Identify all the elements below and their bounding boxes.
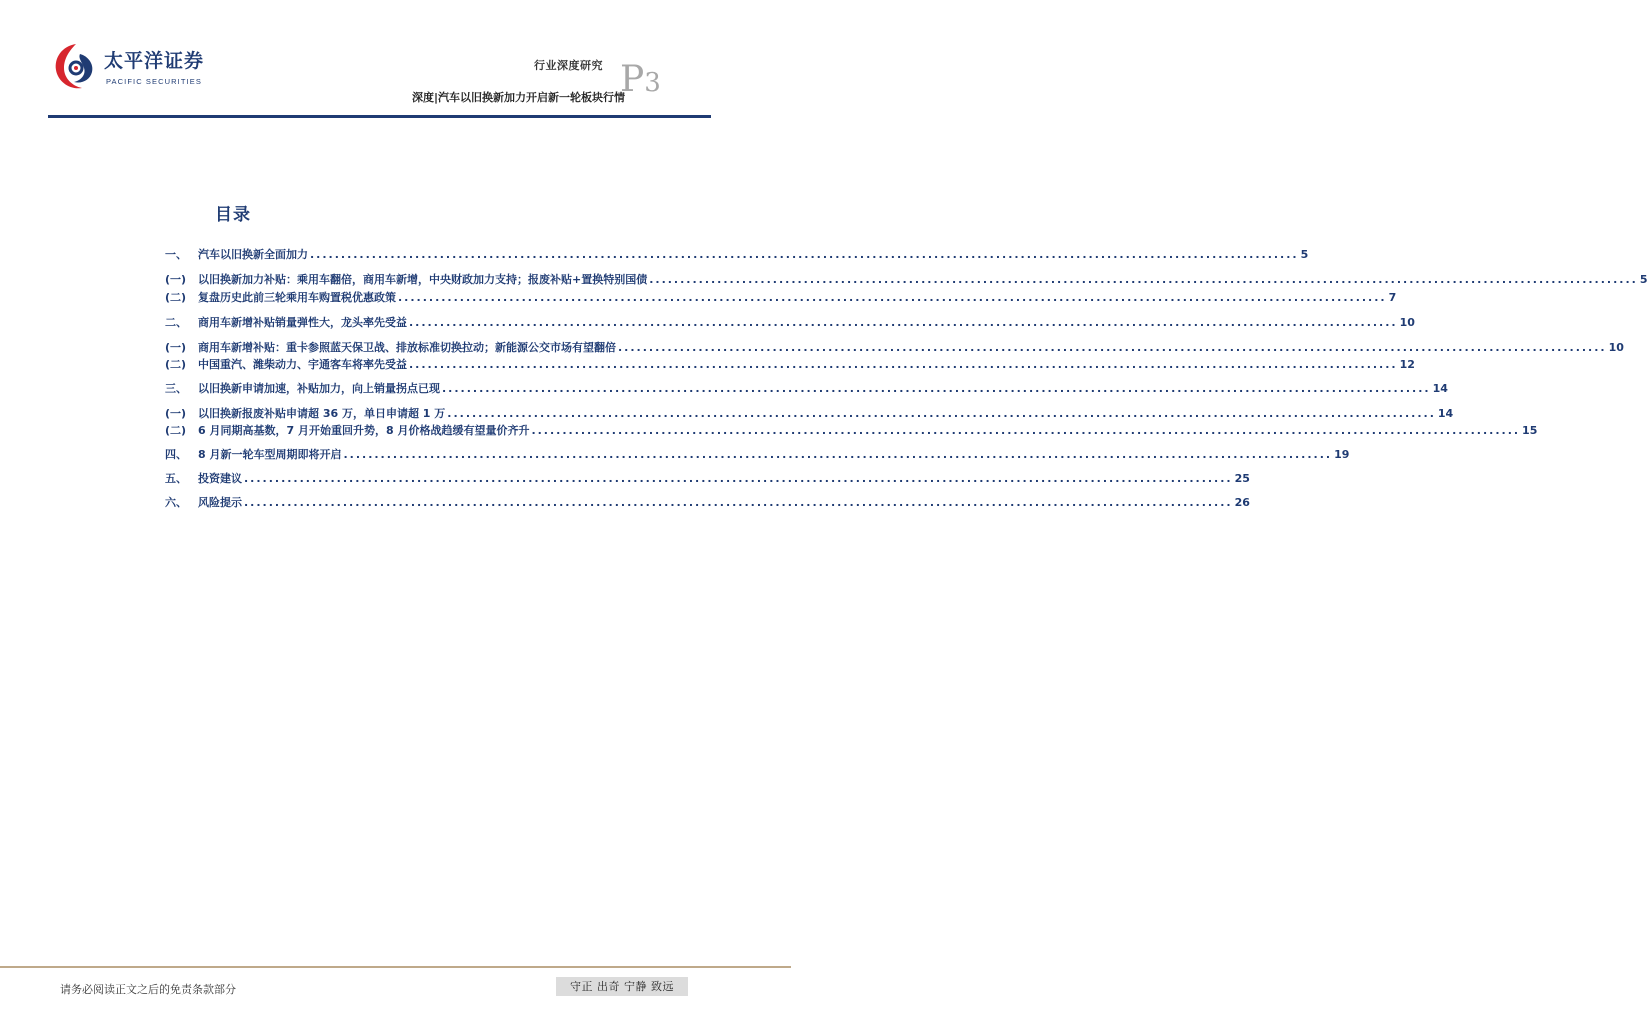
toc-entry-number: (二) bbox=[165, 358, 187, 371]
toc-entry-page: 25 bbox=[1234, 472, 1250, 485]
toc-entry-page: 5 bbox=[1639, 273, 1647, 286]
footer-disclaimer: 请务必阅读正文之后的免责条款部分 bbox=[60, 983, 236, 996]
toc-entry[interactable] bbox=[165, 446, 1350, 462]
toc-entry-title: 8 月新一轮车型周期即将开启 bbox=[198, 448, 342, 461]
pacific-securities-logo-icon bbox=[52, 40, 100, 92]
toc-entry[interactable] bbox=[165, 405, 1454, 421]
toc-entry[interactable] bbox=[165, 246, 1309, 262]
toc-leader-dots: ................................................................................................................................................................ bbox=[618, 341, 1607, 354]
toc-entry-page: 14 bbox=[1437, 407, 1454, 420]
toc-entry-number: 五、 bbox=[165, 472, 187, 485]
toc-leader-dots: ................................................................................................................................................................ bbox=[409, 358, 1398, 371]
toc-entry-title: 复盘历史此前三轮乘用车购置税优惠政策 bbox=[198, 291, 396, 304]
toc-entry[interactable] bbox=[165, 339, 1624, 355]
toc-entry-page: 10 bbox=[1399, 316, 1415, 329]
footer-motto: 守正 出奇 宁静 致远 bbox=[556, 977, 688, 996]
page-number bbox=[620, 59, 661, 100]
footer-divider bbox=[0, 966, 791, 968]
toc-leader-dots: ................................................................................................................................................................ bbox=[244, 496, 1233, 509]
toc-entry-number: 四、 bbox=[165, 448, 187, 461]
toc-entry[interactable] bbox=[165, 271, 1647, 287]
toc-entry[interactable] bbox=[165, 356, 1415, 372]
toc-entry-number: 三、 bbox=[165, 382, 187, 395]
toc-leader-dots: ................................................................................................................................................................ bbox=[244, 472, 1233, 485]
report-title: 深度|汽车以旧换新加力开启新一轮板块行情 bbox=[411, 91, 625, 104]
page-prefix: P bbox=[620, 59, 645, 100]
toc-entry-page: 7 bbox=[1388, 291, 1397, 304]
toc-entry-page: 15 bbox=[1522, 424, 1538, 437]
toc-entry-number: (一) bbox=[165, 341, 187, 354]
toc-entry-page: 12 bbox=[1399, 358, 1415, 371]
report-category: 行业深度研究 bbox=[534, 59, 603, 72]
toc-entry-title: 中国重汽、潍柴动力、宇通客车将率先受益 bbox=[198, 358, 407, 371]
toc-entry-number: 六、 bbox=[165, 496, 187, 509]
toc-entry[interactable] bbox=[165, 494, 1250, 510]
toc-entry-title: 投资建议 bbox=[198, 472, 242, 485]
toc-leader-dots: ................................................................................................................................................................ bbox=[398, 291, 1387, 304]
toc-leader-dots: ................................................................................................................................................................ bbox=[531, 424, 1521, 437]
toc-leader-dots: ................................................................................................................................................................ bbox=[310, 248, 1299, 261]
toc-leader-dots: ................................................................................................................................................................ bbox=[409, 316, 1398, 329]
toc-entry-title: 商用车新增补贴：重卡参照蓝天保卫战、排放标准切换拉动；新能源公交市场有望翻倍 bbox=[198, 341, 616, 354]
toc-entry-page: 14 bbox=[1432, 382, 1448, 395]
toc-entry-number: 一、 bbox=[165, 248, 187, 261]
toc-entry[interactable] bbox=[165, 314, 1415, 330]
toc-entry-number: 二、 bbox=[165, 316, 187, 329]
page-number-value: 3 bbox=[644, 68, 661, 98]
logo-chinese-name: 太平洋证券 bbox=[104, 50, 205, 72]
toc-entry[interactable] bbox=[165, 380, 1448, 396]
company-logo bbox=[52, 40, 222, 100]
header-divider bbox=[48, 115, 711, 118]
toc-entry-title: 商用车新增补贴销量弹性大，龙头率先受益 bbox=[198, 316, 407, 329]
toc-entry-title: 以旧换新申请加速，补贴加力，向上销量拐点已现 bbox=[198, 382, 440, 395]
toc-leader-dots: ................................................................................................................................................................ bbox=[442, 382, 1431, 395]
toc-heading: 目录 bbox=[215, 205, 251, 225]
toc-entry-title: 6 月同期高基数，7 月开始重回升势，8 月价格战趋缓有望量价齐升 bbox=[198, 424, 530, 437]
toc-entry-title: 汽车以旧换新全面加力 bbox=[198, 248, 308, 261]
toc-entry-number: (二) bbox=[165, 291, 187, 304]
toc-entry-number: (二) bbox=[165, 424, 187, 437]
toc-entry-page: 26 bbox=[1234, 496, 1250, 509]
toc-entry[interactable] bbox=[165, 422, 1538, 438]
logo-english-name: PACIFIC SECURITIES bbox=[106, 77, 202, 86]
toc-entry-title: 风险提示 bbox=[198, 496, 242, 509]
toc-leader-dots: ................................................................................................................................................................ bbox=[649, 273, 1638, 286]
toc-entry-page: 10 bbox=[1608, 341, 1624, 354]
toc-entry-page: 19 bbox=[1334, 448, 1350, 461]
toc-entry-title: 以旧换新报废补贴申请超 36 万，单日申请超 1 万 bbox=[198, 407, 446, 420]
toc-entry-number: (一) bbox=[165, 407, 187, 420]
toc-leader-dots: ................................................................................................................................................................ bbox=[343, 448, 1333, 461]
toc-entry[interactable] bbox=[165, 470, 1250, 486]
toc-entry-page: 5 bbox=[1300, 248, 1309, 261]
toc-entry-title: 以旧换新加力补贴：乘用车翻倍，商用车新增，中央财政加力支持；报废补贴+置换特别国债 bbox=[198, 273, 648, 286]
toc-entry[interactable] bbox=[165, 289, 1397, 305]
toc-entry-number: (一) bbox=[165, 273, 187, 286]
toc-leader-dots: ................................................................................................................................................................ bbox=[447, 407, 1436, 420]
